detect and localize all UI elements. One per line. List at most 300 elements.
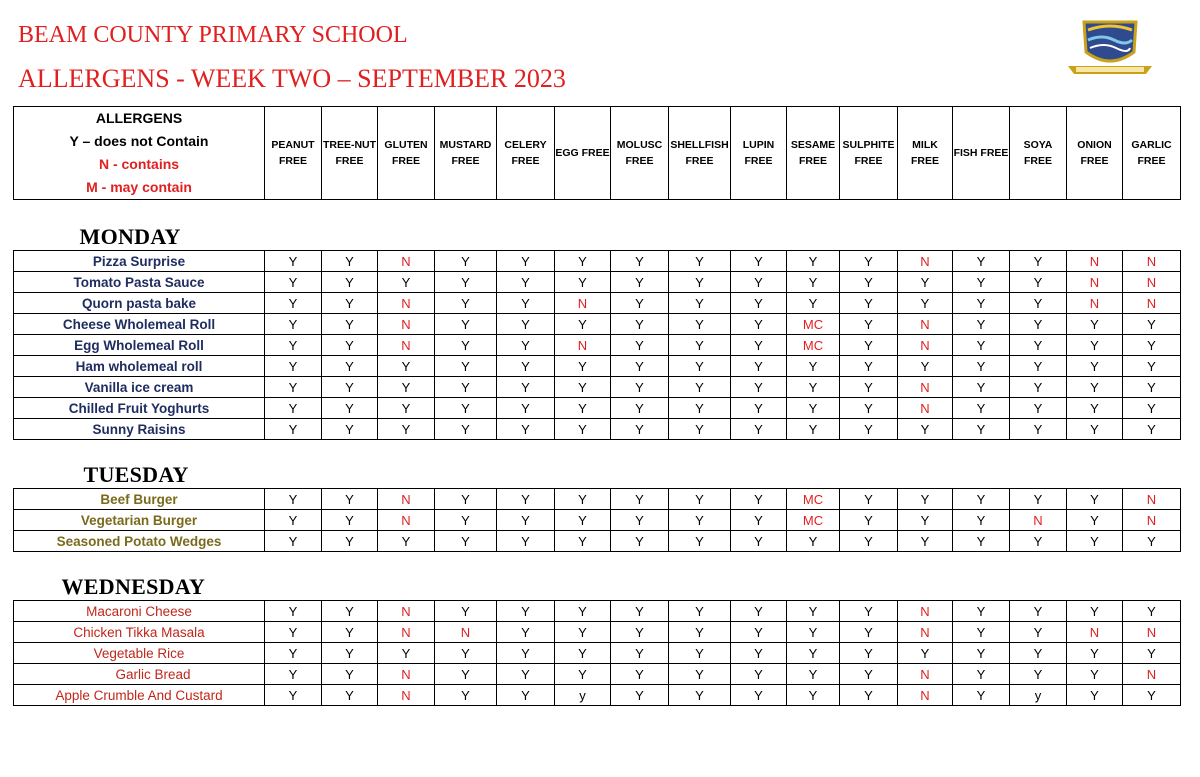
table-row — [14, 293, 1181, 314]
allergen-value: Y — [953, 531, 1010, 552]
allergen-value: Y — [1010, 489, 1067, 510]
allergen-value: Y — [322, 685, 378, 706]
column-header: TREE-NUT FREE — [322, 107, 378, 200]
menu-item-name: Seasoned Potato Wedges — [14, 531, 265, 552]
table-row — [14, 419, 1181, 440]
allergen-value: Y — [1010, 251, 1067, 272]
allergen-value: N — [435, 622, 497, 643]
allergen-value: Y — [322, 356, 378, 377]
allergen-value: Y — [322, 664, 378, 685]
allergen-value: Y — [1010, 314, 1067, 335]
allergen-value: Y — [731, 531, 787, 552]
allergen-value: N — [898, 398, 953, 419]
allergen-value: Y — [840, 335, 898, 356]
allergen-value: Y — [322, 377, 378, 398]
table-row — [14, 356, 1181, 377]
allergen-value: Y — [840, 685, 898, 706]
allergen-value: Y — [611, 293, 669, 314]
allergen-value: Y — [731, 251, 787, 272]
allergen-value: Y — [1123, 643, 1181, 664]
table-row — [14, 601, 1181, 622]
allergen-value: N — [898, 251, 953, 272]
allergen-value: Y — [898, 356, 953, 377]
table-row — [14, 622, 1181, 643]
allergen-value: N — [1123, 293, 1181, 314]
allergen-value: N — [378, 489, 435, 510]
allergen-value: Y — [840, 643, 898, 664]
allergen-value: Y — [898, 531, 953, 552]
allergen-value: N — [1067, 272, 1123, 293]
allergen-value: Y — [840, 510, 898, 531]
allergen-value: Y — [265, 356, 322, 377]
allergen-value: N — [898, 601, 953, 622]
allergen-value: Y — [898, 293, 953, 314]
allergen-value: Y — [435, 356, 497, 377]
table-row — [14, 377, 1181, 398]
column-header: EGG FREE — [555, 107, 611, 200]
allergen-value: Y — [731, 622, 787, 643]
allergen-value: N — [378, 622, 435, 643]
table-row — [14, 335, 1181, 356]
allergen-value: Y — [1067, 335, 1123, 356]
allergen-value: N — [1123, 251, 1181, 272]
allergen-value: Y — [611, 419, 669, 440]
allergen-value: Y — [265, 419, 322, 440]
allergen-value: Y — [378, 356, 435, 377]
allergen-value: Y — [731, 685, 787, 706]
menu-item-name: Egg Wholemeal Roll — [14, 335, 265, 356]
allergen-value: Y — [669, 398, 731, 419]
allergen-value: Y — [840, 272, 898, 293]
allergen-value: Y — [497, 356, 555, 377]
allergen-value: Y — [731, 335, 787, 356]
allergen-value: Y — [378, 643, 435, 664]
column-header: SOYA FREE — [1010, 107, 1067, 200]
legend-n: N - contains — [98, 156, 180, 172]
allergen-value: Y — [731, 398, 787, 419]
table-row — [14, 510, 1181, 531]
legend-heading: ALLERGENS — [95, 110, 183, 126]
allergen-value: N — [378, 601, 435, 622]
allergen-value: Y — [265, 293, 322, 314]
allergen-value: Y — [787, 272, 840, 293]
allergen-value: Y — [611, 272, 669, 293]
allergen-value: N — [898, 314, 953, 335]
legend-cell — [14, 107, 265, 200]
allergen-value: Y — [555, 664, 611, 685]
allergen-value: Y — [611, 531, 669, 552]
allergen-value: Y — [1067, 510, 1123, 531]
allergen-value: Y — [265, 251, 322, 272]
column-header: GLUTEN FREE — [378, 107, 435, 200]
allergen-value: Y — [555, 398, 611, 419]
table-row — [14, 664, 1181, 685]
allergen-value: N — [898, 335, 953, 356]
menu-item-name: Apple Crumble And Custard — [14, 685, 265, 706]
allergen-value: Y — [1067, 664, 1123, 685]
allergen-value: Y — [435, 293, 497, 314]
allergen-value: Y — [840, 356, 898, 377]
allergen-value: Y — [731, 419, 787, 440]
allergen-value: Y — [787, 622, 840, 643]
allergen-value: Y — [378, 419, 435, 440]
allergen-value: N — [1067, 622, 1123, 643]
menu-item-name: Vegetarian Burger — [14, 510, 265, 531]
allergen-value: Y — [1010, 377, 1067, 398]
allergen-value: Y — [322, 510, 378, 531]
allergen-value: Y — [555, 601, 611, 622]
allergen-value: N — [1123, 622, 1181, 643]
allergen-value: Y — [555, 622, 611, 643]
allergen-value: Y — [1067, 419, 1123, 440]
header-row — [14, 107, 1181, 200]
allergen-value: Y — [840, 377, 898, 398]
allergen-value: Y — [435, 510, 497, 531]
allergen-value: Y — [669, 643, 731, 664]
allergen-value: Y — [265, 272, 322, 293]
allergen-value: Y — [1123, 377, 1181, 398]
menu-item-name: Beef Burger — [14, 489, 265, 510]
allergen-value: Y — [322, 489, 378, 510]
allergen-value: N — [378, 685, 435, 706]
allergen-value: Y — [1067, 685, 1123, 706]
allergen-value: Y — [731, 643, 787, 664]
column-header: MILK FREE — [898, 107, 953, 200]
allergen-value: Y — [497, 377, 555, 398]
table-row — [14, 489, 1181, 510]
allergen-value: N — [1123, 489, 1181, 510]
allergen-value: Y — [669, 489, 731, 510]
day-heading-mon: MONDAY — [79, 224, 181, 249]
allergen-table — [13, 106, 1181, 706]
allergen-value: Y — [787, 531, 840, 552]
allergen-value: Y — [731, 377, 787, 398]
legend-y: Y – does not Contain — [69, 133, 209, 149]
allergen-value: Y — [611, 489, 669, 510]
allergen-value: Y — [322, 251, 378, 272]
day-heading-wed: WEDNESDAY — [61, 574, 206, 599]
allergen-value: Y — [435, 314, 497, 335]
table-row — [14, 643, 1181, 664]
day-heading-tue: TUESDAY — [83, 462, 189, 487]
allergen-value: Y — [787, 377, 840, 398]
allergen-value: N — [898, 622, 953, 643]
allergen-value: Y — [840, 601, 898, 622]
allergen-value: Y — [787, 601, 840, 622]
allergen-value: N — [1067, 293, 1123, 314]
allergen-value: Y — [435, 643, 497, 664]
column-header: GARLIC FREE — [1123, 107, 1181, 200]
allergen-value: Y — [731, 510, 787, 531]
allergen-value: Y — [1123, 314, 1181, 335]
allergen-value: Y — [555, 377, 611, 398]
allergen-value: Y — [1010, 272, 1067, 293]
allergen-value: Y — [840, 314, 898, 335]
allergen-value: Y — [265, 601, 322, 622]
school-crest-icon — [1062, 18, 1158, 84]
allergen-value: Y — [731, 314, 787, 335]
allergen-value: N — [378, 335, 435, 356]
allergen-value: Y — [322, 398, 378, 419]
allergen-value: Y — [1010, 398, 1067, 419]
allergen-value: N — [898, 685, 953, 706]
allergen-value: Y — [1067, 489, 1123, 510]
allergen-value: Y — [555, 314, 611, 335]
column-header: CELERY FREE — [497, 107, 555, 200]
allergen-value: Y — [1010, 293, 1067, 314]
allergen-value: Y — [1123, 398, 1181, 419]
allergen-value: Y — [378, 377, 435, 398]
allergen-value: Y — [497, 685, 555, 706]
allergen-value: Y — [669, 685, 731, 706]
table-row — [14, 398, 1181, 419]
allergen-value: Y — [611, 251, 669, 272]
allergen-value: Y — [840, 531, 898, 552]
allergen-value: N — [1123, 272, 1181, 293]
allergen-value: Y — [1067, 377, 1123, 398]
allergen-value: Y — [787, 398, 840, 419]
allergen-value: MC — [787, 510, 840, 531]
allergen-value: Y — [898, 489, 953, 510]
allergen-value: Y — [669, 377, 731, 398]
allergen-value: N — [378, 664, 435, 685]
allergen-value: Y — [953, 335, 1010, 356]
allergen-value: Y — [731, 293, 787, 314]
allergen-value: Y — [497, 272, 555, 293]
column-header: FISH FREE — [953, 107, 1010, 200]
allergen-value: Y — [669, 272, 731, 293]
allergen-value: Y — [611, 356, 669, 377]
allergen-value: Y — [840, 419, 898, 440]
allergen-value: Y — [611, 685, 669, 706]
allergen-value: Y — [322, 531, 378, 552]
allergen-value: Y — [265, 664, 322, 685]
allergen-value: Y — [669, 335, 731, 356]
menu-item-name: Garlic Bread — [14, 664, 265, 685]
allergen-value: Y — [265, 685, 322, 706]
allergen-value: Y — [669, 293, 731, 314]
allergen-value: Y — [1010, 335, 1067, 356]
allergen-value: Y — [611, 601, 669, 622]
table-row — [14, 531, 1181, 552]
allergen-value: Y — [1010, 356, 1067, 377]
allergen-value: Y — [669, 251, 731, 272]
allergen-value: Y — [497, 664, 555, 685]
allergen-value: Y — [611, 622, 669, 643]
allergen-value: Y — [378, 398, 435, 419]
table-row — [14, 272, 1181, 293]
allergen-value: y — [1010, 685, 1067, 706]
menu-item-name: Chicken Tikka Masala — [14, 622, 265, 643]
allergen-value: Y — [378, 531, 435, 552]
allergen-value: Y — [1123, 419, 1181, 440]
allergen-value: Y — [497, 643, 555, 664]
allergen-value: Y — [787, 251, 840, 272]
allergen-value: Y — [669, 314, 731, 335]
allergen-value: N — [378, 510, 435, 531]
allergen-value: Y — [378, 272, 435, 293]
table-row — [14, 685, 1181, 706]
allergen-value: Y — [953, 601, 1010, 622]
allergen-value: Y — [1010, 601, 1067, 622]
allergen-value: Y — [1010, 419, 1067, 440]
allergen-value: Y — [669, 510, 731, 531]
allergen-value: Y — [611, 398, 669, 419]
allergen-value: Y — [435, 377, 497, 398]
allergen-value: Y — [265, 314, 322, 335]
allergen-value: Y — [953, 685, 1010, 706]
allergen-value: Y — [787, 643, 840, 664]
allergen-value: Y — [898, 272, 953, 293]
allergen-value: Y — [953, 643, 1010, 664]
allergen-value: N — [378, 314, 435, 335]
allergen-value: Y — [1067, 601, 1123, 622]
allergen-value: Y — [731, 272, 787, 293]
allergen-value: Y — [953, 272, 1010, 293]
allergen-value: Y — [265, 489, 322, 510]
column-header: SESAME FREE — [787, 107, 840, 200]
allergen-value: MC — [787, 335, 840, 356]
allergen-value: Y — [840, 251, 898, 272]
allergen-value: Y — [611, 335, 669, 356]
allergen-value: Y — [840, 489, 898, 510]
menu-item-name: Chilled Fruit Yoghurts — [14, 398, 265, 419]
allergen-value: Y — [669, 622, 731, 643]
allergen-value: N — [378, 293, 435, 314]
allergen-value: Y — [787, 685, 840, 706]
allergen-value: Y — [322, 314, 378, 335]
allergen-value: Y — [435, 251, 497, 272]
column-header: MOLUSC FREE — [611, 107, 669, 200]
table-row — [14, 314, 1181, 335]
allergen-value: Y — [1123, 356, 1181, 377]
allergen-value: Y — [731, 489, 787, 510]
allergen-value: N — [378, 251, 435, 272]
allergen-value: Y — [731, 356, 787, 377]
allergen-value: Y — [611, 664, 669, 685]
allergen-value: Y — [611, 377, 669, 398]
allergen-value: N — [898, 377, 953, 398]
menu-item-name: Pizza Surprise — [14, 251, 265, 272]
allergen-value: Y — [840, 398, 898, 419]
column-header: SULPHITE FREE — [840, 107, 898, 200]
menu-item-name: Sunny Raisins — [14, 419, 265, 440]
allergen-value: Y — [555, 643, 611, 664]
allergen-value: Y — [953, 377, 1010, 398]
allergen-value: Y — [322, 272, 378, 293]
column-header: LUPIN FREE — [731, 107, 787, 200]
allergen-value: Y — [265, 531, 322, 552]
allergen-value: Y — [1010, 531, 1067, 552]
allergen-value: Y — [787, 293, 840, 314]
allergen-value: Y — [840, 293, 898, 314]
allergen-value: Y — [555, 510, 611, 531]
page-title: ALLERGENS - WEEK TWO – SEPTEMBER 2023 — [18, 64, 566, 93]
allergen-value: Y — [840, 664, 898, 685]
allergen-value: Y — [898, 510, 953, 531]
allergen-value: Y — [1123, 335, 1181, 356]
allergen-value: Y — [953, 398, 1010, 419]
column-header: PEANUT FREE — [265, 107, 322, 200]
allergen-value: Y — [497, 398, 555, 419]
allergen-value: Y — [265, 622, 322, 643]
allergen-value: Y — [265, 643, 322, 664]
allergen-value: Y — [669, 356, 731, 377]
table-row — [14, 251, 1181, 272]
allergen-value: Y — [787, 419, 840, 440]
allergen-value: Y — [898, 419, 953, 440]
allergen-value: Y — [953, 356, 1010, 377]
allergen-value: N — [1123, 664, 1181, 685]
allergen-value: Y — [497, 314, 555, 335]
allergen-value: Y — [555, 272, 611, 293]
allergen-value: Y — [669, 601, 731, 622]
allergen-value: Y — [1067, 314, 1123, 335]
allergen-value: N — [1010, 510, 1067, 531]
allergen-value: Y — [731, 664, 787, 685]
allergen-value: Y — [497, 531, 555, 552]
allergen-value: Y — [1067, 398, 1123, 419]
menu-item-name: Tomato Pasta Sauce — [14, 272, 265, 293]
allergen-value: Y — [1123, 685, 1181, 706]
allergen-value: Y — [435, 272, 497, 293]
menu-item-name: Ham wholemeal roll — [14, 356, 265, 377]
allergen-value: Y — [555, 419, 611, 440]
allergen-value: Y — [1067, 643, 1123, 664]
allergen-value: Y — [669, 419, 731, 440]
allergen-value: Y — [555, 531, 611, 552]
allergen-value: Y — [435, 419, 497, 440]
column-header: MUSTARD FREE — [435, 107, 497, 200]
allergen-value: N — [555, 293, 611, 314]
column-header: SHELLFISH FREE — [669, 107, 731, 200]
allergen-value: Y — [497, 489, 555, 510]
allergen-value: Y — [611, 314, 669, 335]
allergen-value: Y — [322, 643, 378, 664]
allergen-value: Y — [953, 419, 1010, 440]
allergen-value: Y — [898, 643, 953, 664]
allergen-value: Y — [322, 293, 378, 314]
allergen-value: Y — [953, 510, 1010, 531]
menu-item-name: Cheese Wholemeal Roll — [14, 314, 265, 335]
allergen-value: Y — [265, 398, 322, 419]
allergen-value: N — [555, 335, 611, 356]
allergen-value: Y — [611, 643, 669, 664]
allergen-value: Y — [953, 664, 1010, 685]
allergen-value: Y — [497, 601, 555, 622]
allergen-value: Y — [787, 356, 840, 377]
menu-item-name: Quorn pasta bake — [14, 293, 265, 314]
allergen-value: Y — [497, 293, 555, 314]
menu-item-name: Vanilla ice cream — [14, 377, 265, 398]
allergen-value: Y — [435, 601, 497, 622]
allergen-value: Y — [322, 622, 378, 643]
allergen-value: Y — [555, 251, 611, 272]
allergen-value: Y — [953, 251, 1010, 272]
column-header: ONION FREE — [1067, 107, 1123, 200]
allergen-value: N — [1123, 510, 1181, 531]
allergen-value: Y — [322, 601, 378, 622]
allergen-value: y — [555, 685, 611, 706]
allergen-value: Y — [953, 314, 1010, 335]
allergen-value: MC — [787, 489, 840, 510]
allergen-value: Y — [265, 510, 322, 531]
allergen-value: Y — [1123, 531, 1181, 552]
allergen-value: Y — [840, 622, 898, 643]
allergen-value: Y — [265, 377, 322, 398]
allergen-value: Y — [435, 664, 497, 685]
allergen-value: Y — [1067, 531, 1123, 552]
